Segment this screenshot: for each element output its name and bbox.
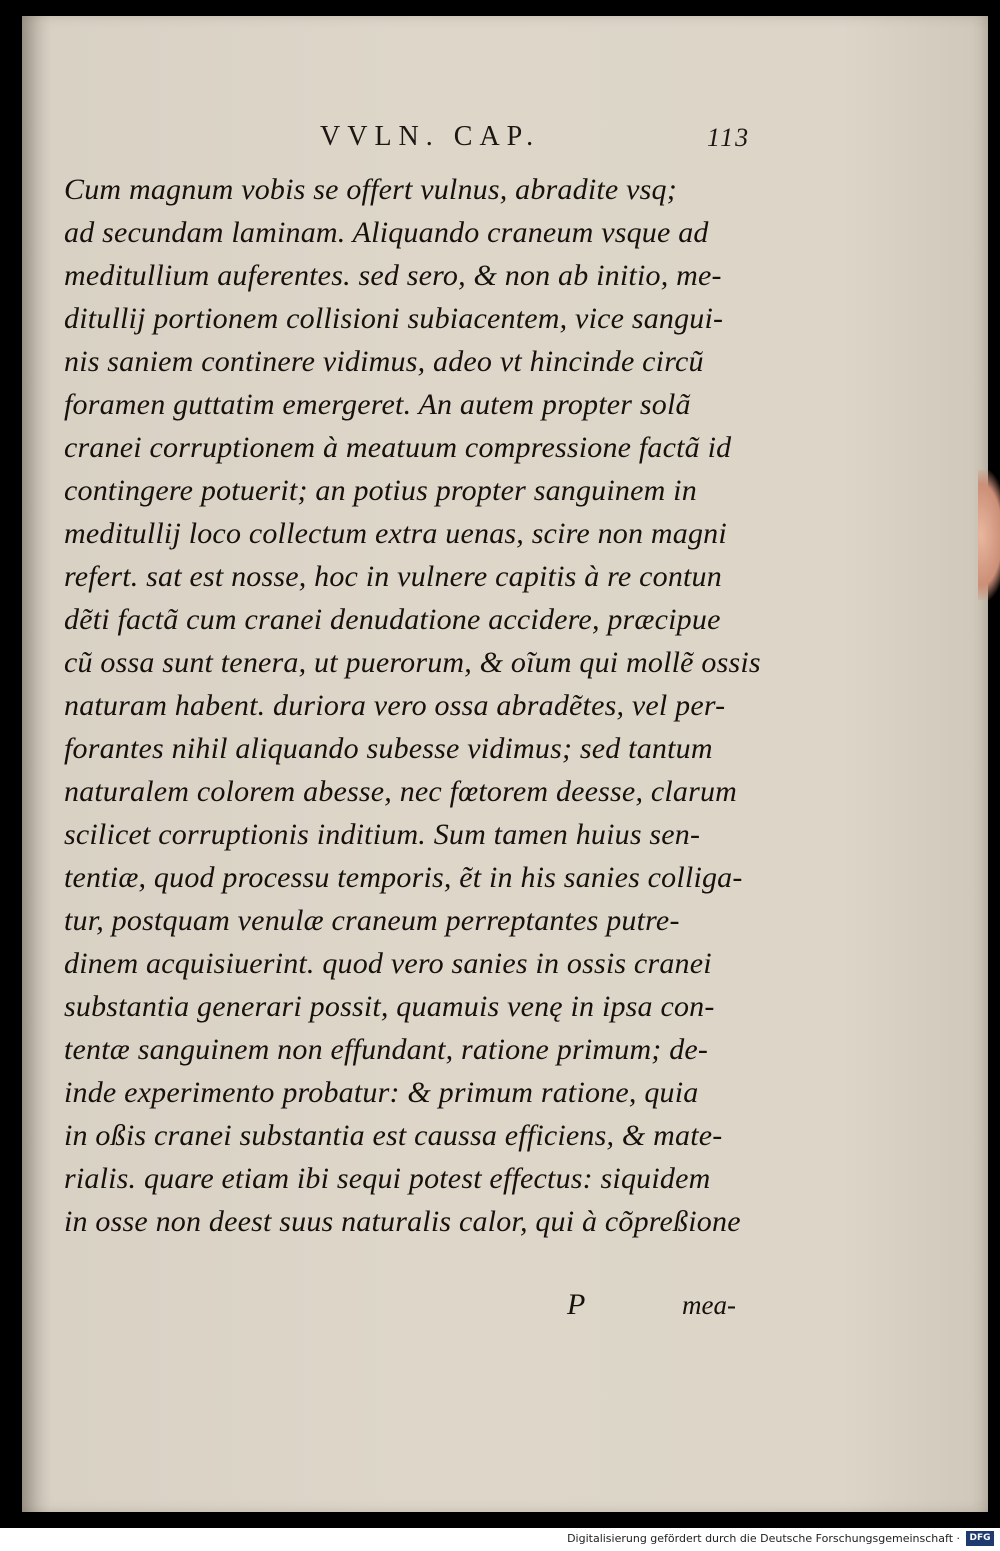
page-number: 113 [707, 123, 751, 152]
text-line: dẽti factã cum cranei denudatione accidere, præcipue [64, 603, 721, 636]
text-line: scilicet corruptionis inditium. Sum tamen huius sen- [64, 818, 701, 851]
text-line: inde experimento probatur: & primum ratione, quia [64, 1076, 699, 1109]
text-line: ditullij portionem collisioni subiacentem, vice sangui- [64, 302, 724, 335]
running-head-title: VVLN. CAP. [320, 121, 541, 152]
text-line: in oßis cranei substantia est caussa efficiens, & mate- [64, 1119, 723, 1152]
body-text [64, 168, 834, 1243]
book-page [22, 16, 988, 1512]
catchword: mea- [682, 1290, 736, 1320]
text-line: dinem acquisiuerint. quod vero sanies in ossis cranei [64, 947, 712, 980]
thumb-shadow [978, 470, 1000, 600]
running-head [42, 121, 972, 161]
page-footer-catch [42, 1288, 972, 1328]
text-line: naturalem colorem abesse, nec fœtorem deesse, clarum [64, 775, 738, 808]
text-line: tur, postquam venulæ craneum perreptantes putre- [64, 904, 680, 937]
text-line: contingere potuerit; an potius propter sanguinem in [64, 474, 697, 507]
text-line: in osse non deest suus naturalis calor, qui à cõpreßione [64, 1205, 741, 1238]
text-line: cranei corruptionem à meatuum compressione factã id [64, 431, 732, 464]
text-line: forantes nihil aliquando subesse vidimus; sed tantum [64, 732, 713, 765]
text-line: meditullij loco collectum extra uenas, scire non magni [64, 517, 727, 550]
signature-mark: P [567, 1288, 586, 1321]
text-line: foramen guttatim emergeret. An autem propter solã [64, 388, 691, 421]
text-line: Cum magnum vobis se offert vulnus, abradite vsq; [64, 173, 677, 206]
text-line: tentæ sanguinem non effundant, ratione primum; de- [64, 1033, 709, 1066]
text-line: refert. sat est nosse, hoc in vulnere capitis à re contun [64, 560, 722, 593]
text-line: rialis. quare etiam ibi sequi potest effectus: siquidem [64, 1162, 711, 1195]
dfg-logo: DFG [966, 1531, 994, 1546]
funding-credit: Digitalisierung gefördert durch die Deutsche Forschungsgemeinschaft · [567, 1532, 960, 1545]
text-line: nis saniem continere vidimus, adeo vt hincinde circũ [64, 345, 704, 378]
text-line: cũ ossa sunt tenera, ut puerorum, & oĩum qui mollẽ ossis [64, 646, 761, 679]
text-line: ad secundam laminam. Aliquando craneum vsque ad [64, 216, 709, 249]
digitization-footer [0, 1528, 1000, 1551]
text-line: substantia generari possit, quamuis venę in ipsa con- [64, 990, 715, 1023]
text-line: naturam habent. duriora vero ossa abradẽtes, vel per- [64, 689, 726, 722]
text-line: meditullium auferentes. sed sero, & non ab initio, me- [64, 259, 722, 292]
text-line: tentiæ, quod processu temporis, ẽt in his sanies colliga- [64, 861, 743, 894]
